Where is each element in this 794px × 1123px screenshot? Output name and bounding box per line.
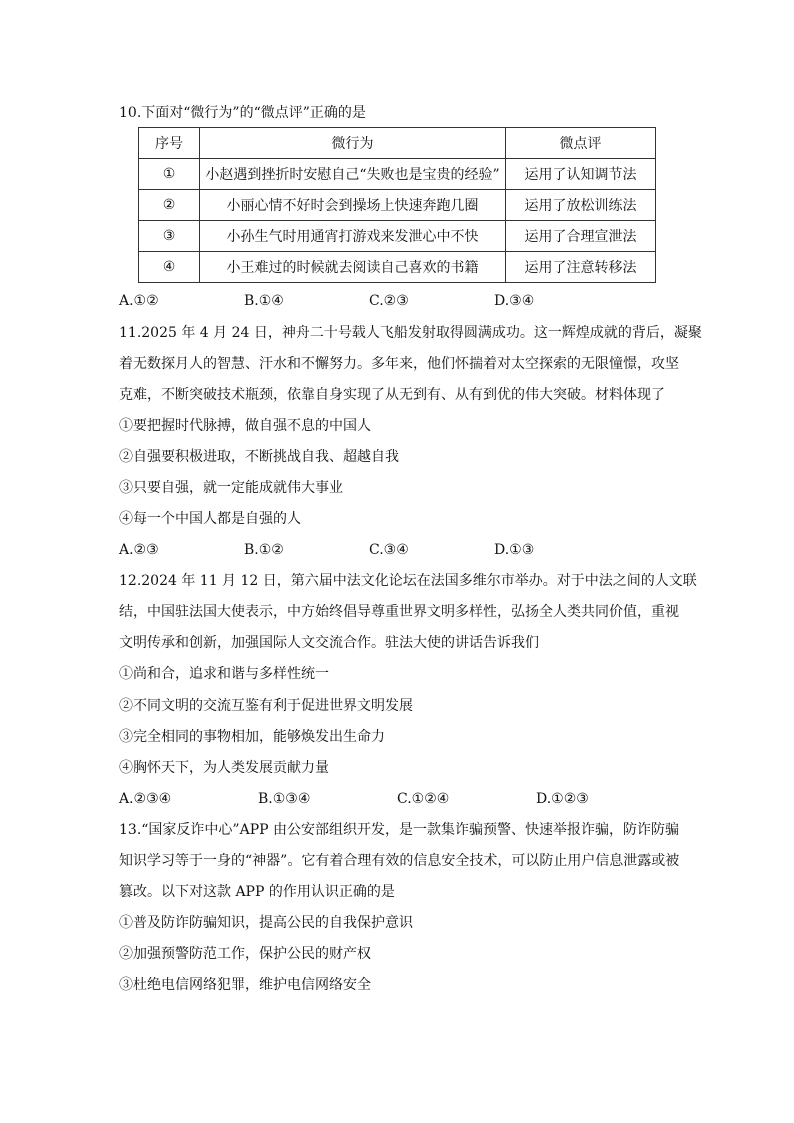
table-cell: 小赵遇到挫折时安慰自己“失败也是宝贵的经验” [200, 159, 506, 190]
table-cell: 小孙生气时用通宵打游戏来发泄心中不快 [200, 221, 506, 252]
option-d[interactable]: D.③④ [494, 293, 535, 309]
table-cell: 小丽心情不好时会到操场上快速奔跑几圈 [200, 190, 506, 221]
q12-stem-line: 12.2024 年 11 月 12 日，第六届中法文化论坛在法国多维尔市举办。对于中法之间的人文联 [119, 573, 697, 589]
q12-statement: ③完全相同的事物相加，能够焕发出生命力 [119, 729, 385, 745]
option-d[interactable]: D.①③ [494, 542, 535, 558]
q13-statement: ②加强预警防范工作，保护公民的财产权 [119, 946, 371, 962]
q10-stem: 10.下面对“微行为”的“微点评”正确的是 [119, 105, 366, 121]
table-cell: 运用了放松训练法 [506, 190, 656, 221]
option-a[interactable]: A.②③④ [119, 791, 172, 807]
q10-table [138, 127, 656, 283]
table-row [139, 252, 656, 283]
table-header-row [139, 128, 656, 159]
q12-stem-line: 结，中国驻法国大使表示，中方始终倡导尊重世界文明多样性，弘扬全人类共同价值，重视 [119, 604, 679, 620]
table-row [139, 159, 656, 190]
header-cell: 序号 [139, 128, 200, 159]
table-cell: 运用了认知调节法 [506, 159, 656, 190]
option-c[interactable]: C.③④ [369, 542, 409, 558]
header-cell: 微点评 [506, 128, 656, 159]
table-cell: ② [139, 190, 200, 221]
table-cell: ③ [139, 221, 200, 252]
option-d[interactable]: D.①②③ [536, 791, 589, 807]
q12-stem-line: 文明传承和创新，加强国际人文交流合作。驻法大使的讲话告诉我们 [119, 635, 539, 651]
q13-stem-line: 篡改。以下对这款 APP 的作用认识正确的是 [119, 884, 395, 900]
q11-statement: ①要把握时代脉搏，做自强不息的中国人 [119, 418, 371, 434]
table-cell: 小王难过的时候就去阅读自己喜欢的书籍 [200, 252, 506, 283]
q11-stem-line: 11.2025 年 4 月 24 日，神舟二十号载人飞船发射取得圆满成功。这一辉煌成就的背后，凝聚 [119, 325, 702, 341]
option-c[interactable]: C.②③ [369, 293, 409, 309]
option-b[interactable]: B.①③④ [258, 791, 311, 807]
q11-stem-line: 克难，不断突破技术瓶颈，依靠自身实现了从无到有、从有到优的伟大突破。材料体现了 [119, 387, 665, 403]
q13-stem-line: 知识学习等于一身的“神器”。它有着合理有效的信息安全技术，可以防止用户信息泄露或被 [119, 853, 680, 869]
q13-stem-line: 13.“国家反诈中心”APP 由公安部组织开发，是一款集诈骗预警、快速举报诈骗，防诈防骗 [119, 822, 679, 838]
table-row [139, 221, 656, 252]
option-c[interactable]: C.①②④ [397, 791, 450, 807]
option-a[interactable]: A.②③ [119, 542, 159, 558]
q11-stem-line: 着无数探月人的智慧、汗水和不懈努力。多年来，他们怀揣着对太空探索的无限憧憬，攻坚 [119, 356, 679, 372]
option-a[interactable]: A.①② [119, 293, 159, 309]
q11-statement: ③只要自强，就一定能成就伟大事业 [119, 480, 343, 496]
table-row [139, 190, 656, 221]
table-cell: 运用了注意转移法 [506, 252, 656, 283]
q12-statement: ②不同文明的交流互鉴有利于促进世界文明发展 [119, 698, 413, 714]
q13-statement: ①普及防诈防骗知识，提高公民的自我保护意识 [119, 915, 413, 931]
option-b[interactable]: B.①④ [244, 293, 284, 309]
q12-statement: ④胸怀天下，为人类发展贡献力量 [119, 760, 329, 776]
q11-statement: ④每一个中国人都是自强的人 [119, 511, 301, 527]
table-cell: 运用了合理宣泄法 [506, 221, 656, 252]
q12-statement: ①尚和合，追求和谐与多样性统一 [119, 666, 329, 682]
table-cell: ① [139, 159, 200, 190]
q13-statement: ③杜绝电信网络犯罪，维护电信网络安全 [119, 977, 371, 993]
table-cell: ④ [139, 252, 200, 283]
option-b[interactable]: B.①② [244, 542, 284, 558]
q11-statement: ②自强要积极进取，不断挑战自我、超越自我 [119, 449, 399, 465]
header-cell: 微行为 [200, 128, 506, 159]
